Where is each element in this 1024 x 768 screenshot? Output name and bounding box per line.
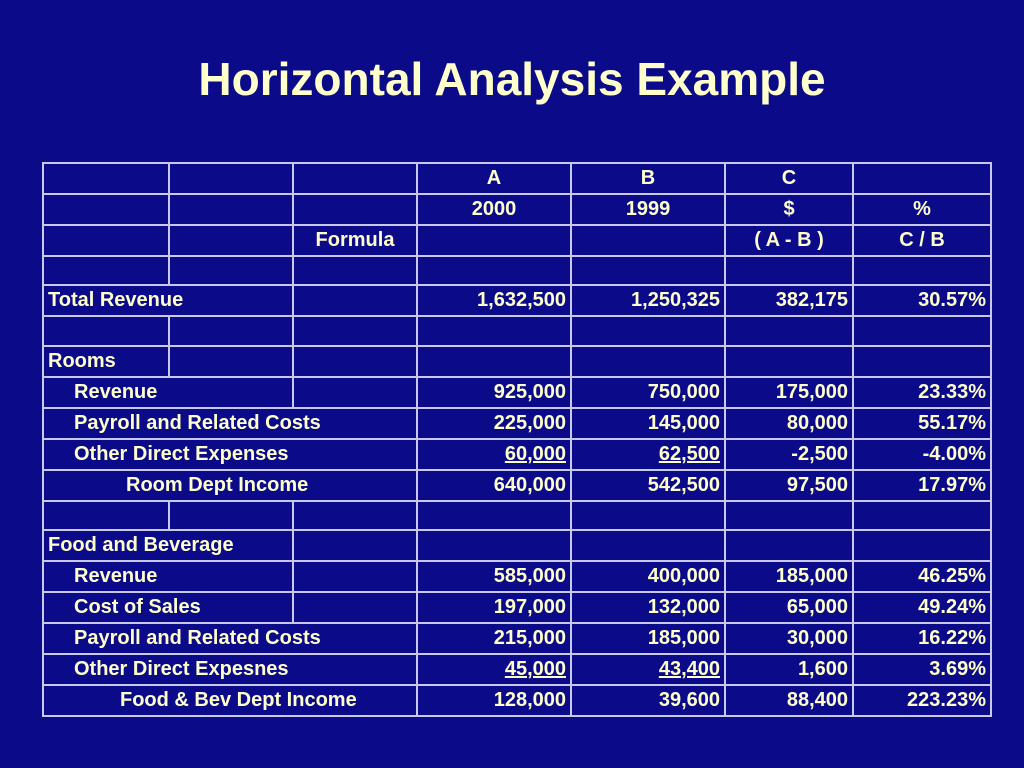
table-row bbox=[43, 654, 991, 685]
column-header-a: A bbox=[417, 163, 571, 194]
value-pct: 46.25% bbox=[853, 561, 991, 592]
row-label: Cost of Sales bbox=[43, 592, 293, 623]
blank-row bbox=[43, 316, 991, 345]
table-cell bbox=[571, 225, 725, 256]
table-cell bbox=[293, 285, 417, 316]
value-c: 185,000 bbox=[725, 561, 853, 592]
value-b: 62,500 bbox=[571, 439, 725, 470]
table-cell bbox=[169, 194, 293, 225]
formula-pct: C / B bbox=[853, 225, 991, 256]
section-row bbox=[43, 530, 991, 561]
header-row-formula bbox=[43, 225, 991, 256]
table-row bbox=[43, 592, 991, 623]
value-b: 400,000 bbox=[571, 561, 725, 592]
table-row bbox=[43, 377, 991, 408]
value-b: 1,250,325 bbox=[571, 285, 725, 316]
table-cell bbox=[293, 163, 417, 194]
value-a: 585,000 bbox=[417, 561, 571, 592]
value-a: 215,000 bbox=[417, 623, 571, 654]
table-cell bbox=[43, 163, 169, 194]
value-a: 60,000 bbox=[417, 439, 571, 470]
value-pct: 55.17% bbox=[853, 408, 991, 439]
value-c: 30,000 bbox=[725, 623, 853, 654]
section-heading-food-beverage: Food and Beverage bbox=[43, 530, 293, 561]
table-row bbox=[43, 439, 991, 470]
value-pct: 30.57% bbox=[853, 285, 991, 316]
value-pct: 23.33% bbox=[853, 377, 991, 408]
value-pct: 16.22% bbox=[853, 623, 991, 654]
row-label: Revenue bbox=[43, 377, 293, 408]
formula-label: Formula bbox=[293, 225, 417, 256]
value-c: 382,175 bbox=[725, 285, 853, 316]
column-header-b: B bbox=[571, 163, 725, 194]
row-label: Payroll and Related Costs bbox=[43, 623, 417, 654]
analysis-table bbox=[42, 162, 992, 717]
section-heading-rooms: Rooms bbox=[43, 346, 169, 377]
row-label: Food & Bev Dept Income bbox=[43, 685, 417, 716]
value-b: 132,000 bbox=[571, 592, 725, 623]
header-row-letters bbox=[43, 163, 991, 194]
value-b: 43,400 bbox=[571, 654, 725, 685]
value-a: 128,000 bbox=[417, 685, 571, 716]
row-label: Total Revenue bbox=[43, 285, 293, 316]
row-label: Other Direct Expesnes bbox=[43, 654, 417, 685]
table-row bbox=[43, 285, 991, 316]
value-c: -2,500 bbox=[725, 439, 853, 470]
table-cell bbox=[293, 377, 417, 408]
value-a: 640,000 bbox=[417, 470, 571, 501]
row-label: Revenue bbox=[43, 561, 293, 592]
formula-c: ( A - B ) bbox=[725, 225, 853, 256]
value-b: 750,000 bbox=[571, 377, 725, 408]
dollar-header: $ bbox=[725, 194, 853, 225]
value-c: 97,500 bbox=[725, 470, 853, 501]
value-c: 88,400 bbox=[725, 685, 853, 716]
value-pct: 49.24% bbox=[853, 592, 991, 623]
section-row bbox=[43, 346, 991, 377]
header-row-years bbox=[43, 194, 991, 225]
blank-row bbox=[43, 501, 991, 530]
table-cell bbox=[293, 561, 417, 592]
year-header-2000: 2000 bbox=[417, 194, 571, 225]
value-b: 39,600 bbox=[571, 685, 725, 716]
row-label: Payroll and Related Costs bbox=[43, 408, 417, 439]
table-cell bbox=[853, 163, 991, 194]
value-b: 542,500 bbox=[571, 470, 725, 501]
table-cell bbox=[293, 592, 417, 623]
value-pct: 17.97% bbox=[853, 470, 991, 501]
value-pct: 3.69% bbox=[853, 654, 991, 685]
table-row bbox=[43, 623, 991, 654]
table-cell bbox=[43, 225, 169, 256]
value-a: 197,000 bbox=[417, 592, 571, 623]
table-cell bbox=[417, 225, 571, 256]
table-cell bbox=[169, 163, 293, 194]
table-row bbox=[43, 685, 991, 716]
row-label: Room Dept Income bbox=[43, 470, 417, 501]
value-a: 45,000 bbox=[417, 654, 571, 685]
table-cell bbox=[293, 194, 417, 225]
value-b: 185,000 bbox=[571, 623, 725, 654]
value-c: 80,000 bbox=[725, 408, 853, 439]
value-pct: -4.00% bbox=[853, 439, 991, 470]
percent-header: % bbox=[853, 194, 991, 225]
table-cell bbox=[169, 225, 293, 256]
table-row bbox=[43, 561, 991, 592]
column-header-c: C bbox=[725, 163, 853, 194]
slide-title: Horizontal Analysis Example bbox=[198, 53, 826, 105]
value-a: 1,632,500 bbox=[417, 285, 571, 316]
value-b: 145,000 bbox=[571, 408, 725, 439]
value-c: 65,000 bbox=[725, 592, 853, 623]
table-row bbox=[43, 470, 991, 501]
value-a: 925,000 bbox=[417, 377, 571, 408]
value-pct: 223.23% bbox=[853, 685, 991, 716]
year-header-1999: 1999 bbox=[571, 194, 725, 225]
value-a: 225,000 bbox=[417, 408, 571, 439]
table-row bbox=[43, 408, 991, 439]
blank-row bbox=[43, 256, 991, 285]
value-c: 1,600 bbox=[725, 654, 853, 685]
row-label: Other Direct Expenses bbox=[43, 439, 417, 470]
value-c: 175,000 bbox=[725, 377, 853, 408]
table-cell bbox=[43, 194, 169, 225]
